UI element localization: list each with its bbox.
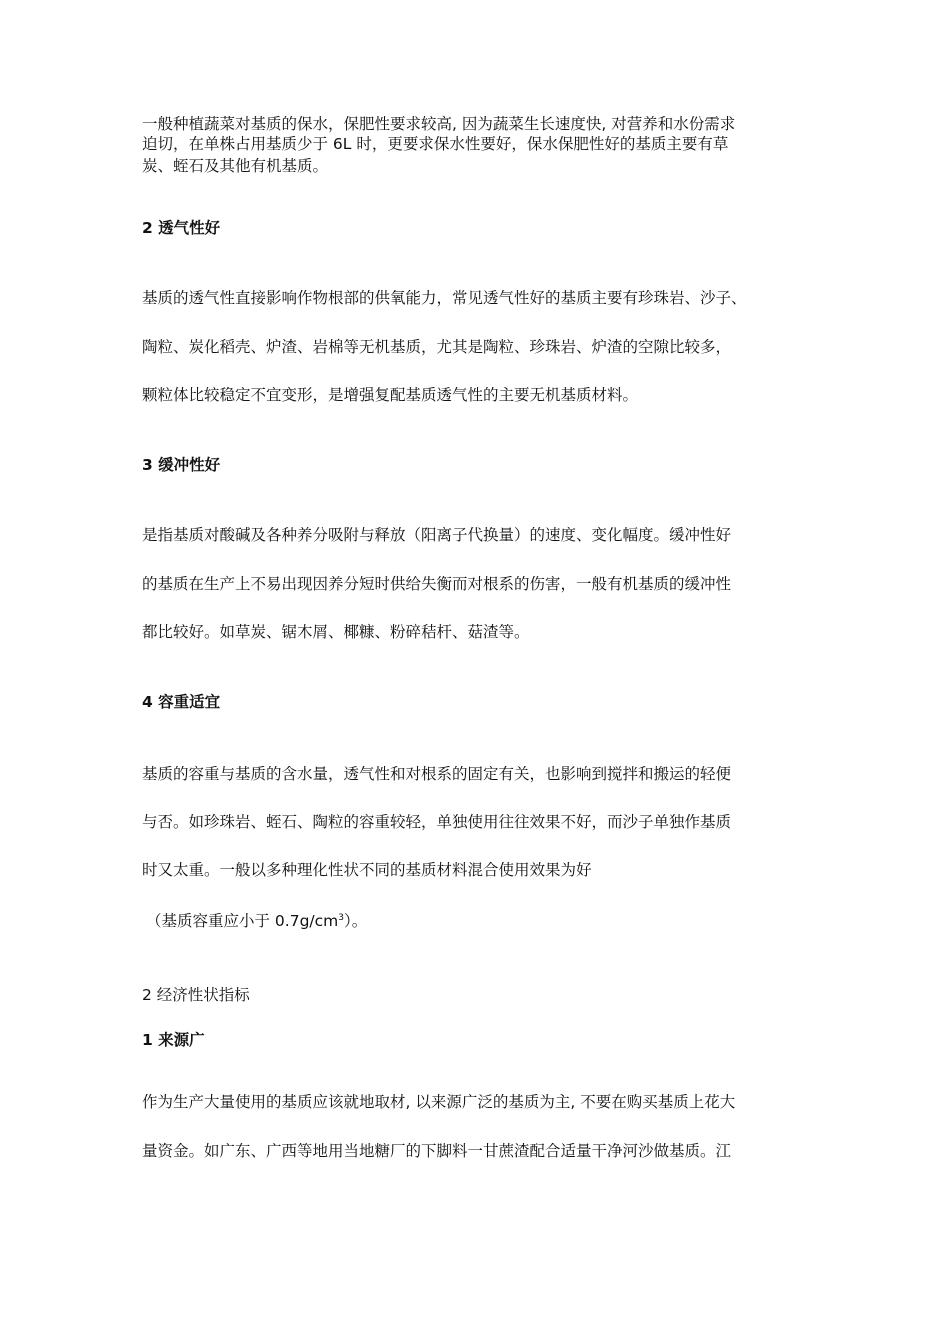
density-note-text: （基质容重应小于 0.7g/cm (146, 912, 339, 930)
density-note (146, 911, 367, 931)
intro-line-3: 炭、蛭石及其他有机基质。 (142, 157, 329, 175)
source-line-1: 作为生产大量使用的基质应该就地取材, 以来源广泛的基质为主, 不要在购买基质上花大 (142, 1093, 736, 1111)
aeration-line-2: 陶粒、炭化稻壳、炉渣、岩棉等无机基质，尤其是陶粒、珍珠岩、炉渣的空隙比较多， (142, 338, 732, 356)
section-heading-buffering: 3 缓冲性好 (142, 456, 221, 474)
buffering-line-1: 是指基质对酸碱及各种养分吸附与释放（阳离子代换量）的速度、变化幅度。缓冲性好 (142, 526, 732, 544)
intro-line-1: 一般种植蔬菜对基质的保水，保肥性要求较高, 因为蔬菜生长速度快, 对营养和水份需求 (142, 115, 736, 133)
density-note-superscript: 3 (338, 912, 344, 923)
section-heading-aeration: 2 透气性好 (142, 219, 221, 237)
section-heading-bulk-density: 4 容重适宜 (142, 693, 221, 711)
aeration-line-1: 基质的透气性直接影响作物根部的供氧能力，常见透气性好的基质主要有珍珠岩、沙子、 (142, 289, 747, 307)
buffering-line-3: 都比较好。如草炭、锯木屑、椰糠、粉碎秸杆、菇渣等。 (142, 623, 530, 641)
section-heading-wide-source: 1 来源广 (142, 1031, 205, 1049)
density-line-2: 与否。如珍珠岩、蛭石、陶粒的容重较轻，单独使用往往效果不好，而沙子单独作基质 (142, 813, 732, 831)
density-note-end: ）。 (344, 912, 368, 930)
density-line-1: 基质的容重与基质的含水量，透气性和对根系的固定有关，也影响到搅拌和搬运的轻便 (142, 765, 732, 783)
buffering-line-2: 的基质在生产上不易出现因养分短时供给失衡而对根系的伤害，一般有机基质的缓冲性 (142, 575, 732, 593)
aeration-line-3: 颗粒体比较稳定不宜变形，是增强复配基质透气性的主要无机基质材料。 (142, 386, 639, 404)
source-line-2: 量资金。如广东、广西等地用当地糖厂的下脚料一甘蔗渣配合适量干净河沙做基质。江 (142, 1142, 732, 1160)
intro-line-2: 迫切，在单株占用基质少于 6L 时，更要求保水性要好，保水保肥性好的基质主要有草 (142, 135, 729, 153)
section-title-economic: 2 经济性状指标 (142, 986, 250, 1004)
density-line-3: 时又太重。一般以多种理化性状不同的基质材料混合使用效果为好 (142, 861, 592, 879)
